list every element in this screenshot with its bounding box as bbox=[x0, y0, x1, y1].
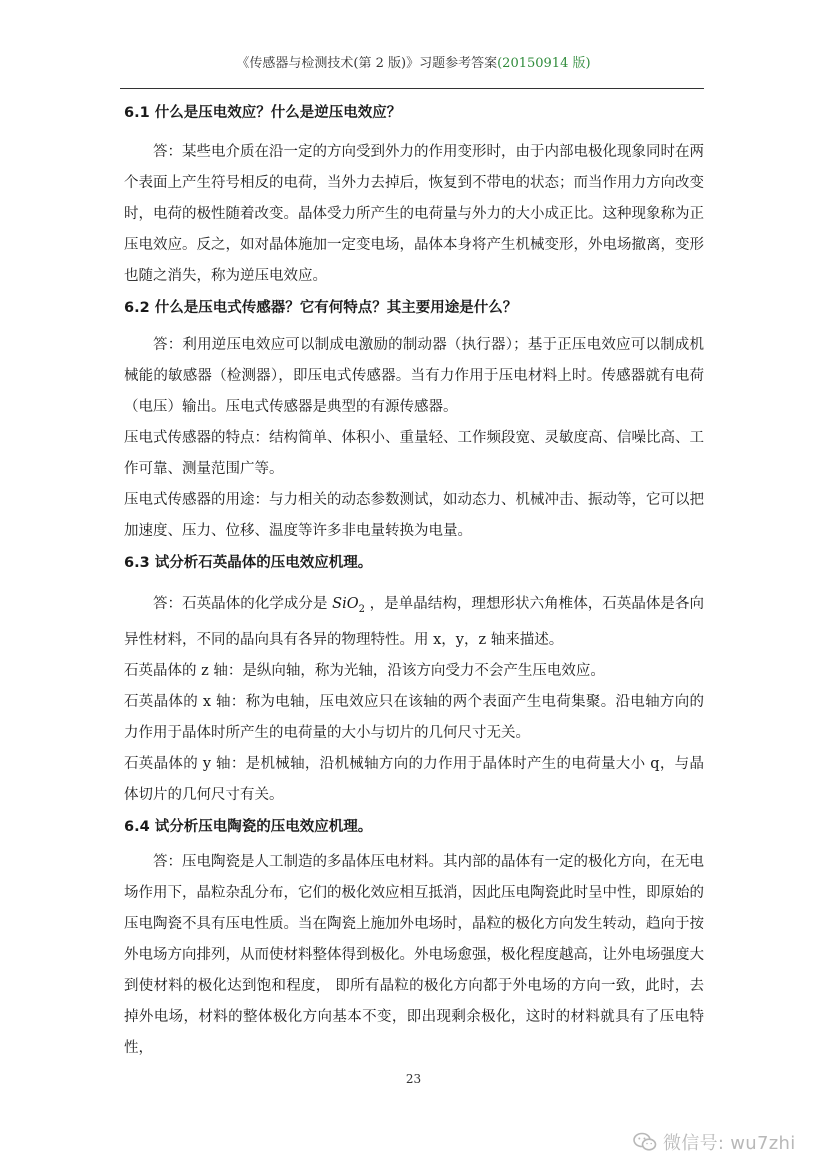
wechat-watermark bbox=[633, 1129, 796, 1155]
answer-6-4: 答：压电陶瓷是人工制造的多晶体压电材料。其内部的晶体有一定的极化方向，在无电场作用下，晶粒杂乱分布，它们的极化效应相互抵消，因此压电陶瓷此时呈中性，即原始的压电陶瓷不具有压电性质。当在陶瓷上施加外电场时，晶粒的极化方向发生转动，趋向于按外电场方向排列，从而使材料整体得到极化。外电场愈强，极化程度越高，让外电场强度大到使材料的极化达到饱和程度， 即所有晶粒的极化方向都于外电场的方向一致，此时，去掉外电场，材料的整体极化方向基本不变，即出现剩余极化，这时的材料就具有了压电特性， bbox=[124, 853, 704, 1056]
question-6-2: 6.2 什么是压电式传感器？它有何特点？其主要用途是什么？ bbox=[124, 300, 518, 316]
x-axis-text: 石英晶体的 x 轴：称为电轴，压电效应只在该轴的两个表面产生电荷集聚。沿电轴方向的力作用于晶体时所产生的电荷量的大小与切片的几何尺寸无关。 bbox=[124, 693, 704, 741]
question-6-3: 6.3 试分析石英晶体的压电效应机理。 bbox=[124, 555, 373, 571]
question-6-1: 6.1 什么是压电效应？什么是逆压电效应？ bbox=[124, 105, 402, 121]
watermark-text: 微信号: wu7zhi bbox=[663, 1133, 796, 1154]
answer-6-2: 答：利用逆压电效应可以制成电激励的制动器（执行器）；基于正压电效应可以制成机械能的敏感器（检测器），即压电式传感器。当有力作用于压电材料上时。传感器就有电荷（电压）输出。压电式传感器是典型的有源传感器。 bbox=[124, 337, 704, 415]
answer-6-3-rest: ，是单晶结构，理想形状六角椎体，石英晶体是各向异性材料，不同的晶向具有各异的物理特性。用 x，y，z 轴来描述。 bbox=[124, 596, 705, 648]
formula-base: SiO bbox=[332, 596, 359, 612]
question-6-4: 6.4 试分析压电陶瓷的压电效应机理。 bbox=[124, 818, 373, 835]
header-edition: (20150914 版) bbox=[497, 56, 591, 71]
sio2-formula bbox=[332, 596, 365, 615]
wechat-icon bbox=[633, 1132, 657, 1152]
y-axis-text: 石英晶体的 y 轴：是机械轴，沿机械轴方向的力作用于晶体时产生的电荷量大小 q，与晶体切片的几何尺寸有关。 bbox=[124, 755, 704, 803]
page-body bbox=[124, 103, 704, 1064]
answer-6-3 bbox=[124, 589, 704, 656]
header-title: 《传感器与检测技术(第 2 版)》习题参考答案 bbox=[236, 56, 498, 71]
features-6-2: 压电式传感器的特点：结构简单、体积小、重量轻、工作频段宽、灵敏度高、信噪比高、工作可靠、测量范围广等。 bbox=[124, 430, 704, 477]
header-divider bbox=[120, 88, 704, 89]
answer-6-1: 答：某些电介质在沿一定的方向受到外力的作用变形时，由于内部电极化现象同时在两个表面上产生符号相反的电荷，当外力去掉后，恢复到不带电的状态；而当作用力方向改变时，电荷的极性随着改变。晶体受力所产生的电荷量与外力的大小成正比。这种现象称为正压电效应。反之，如对晶体施加一定变电场，晶体本身将产生机械变形，外电场撤离，变形也随之消失，称为逆压电效应。 bbox=[124, 144, 704, 284]
answer-6-3-lead: 答：石英晶体的化学成分是 bbox=[153, 596, 328, 612]
formula-subscript: 2 bbox=[358, 603, 365, 615]
running-header bbox=[0, 52, 827, 71]
page-number: 23 bbox=[405, 1072, 422, 1086]
z-axis-text: 石英晶体的 z 轴：是纵向轴，称为光轴，沿该方向受力不会产生压电效应。 bbox=[124, 662, 605, 679]
uses-6-2: 压电式传感器的用途：与力相关的动态参数测试，如动态力、机械冲击、振动等，它可以把加速度、压力、位移、温度等许多非电量转换为电量。 bbox=[124, 492, 704, 539]
